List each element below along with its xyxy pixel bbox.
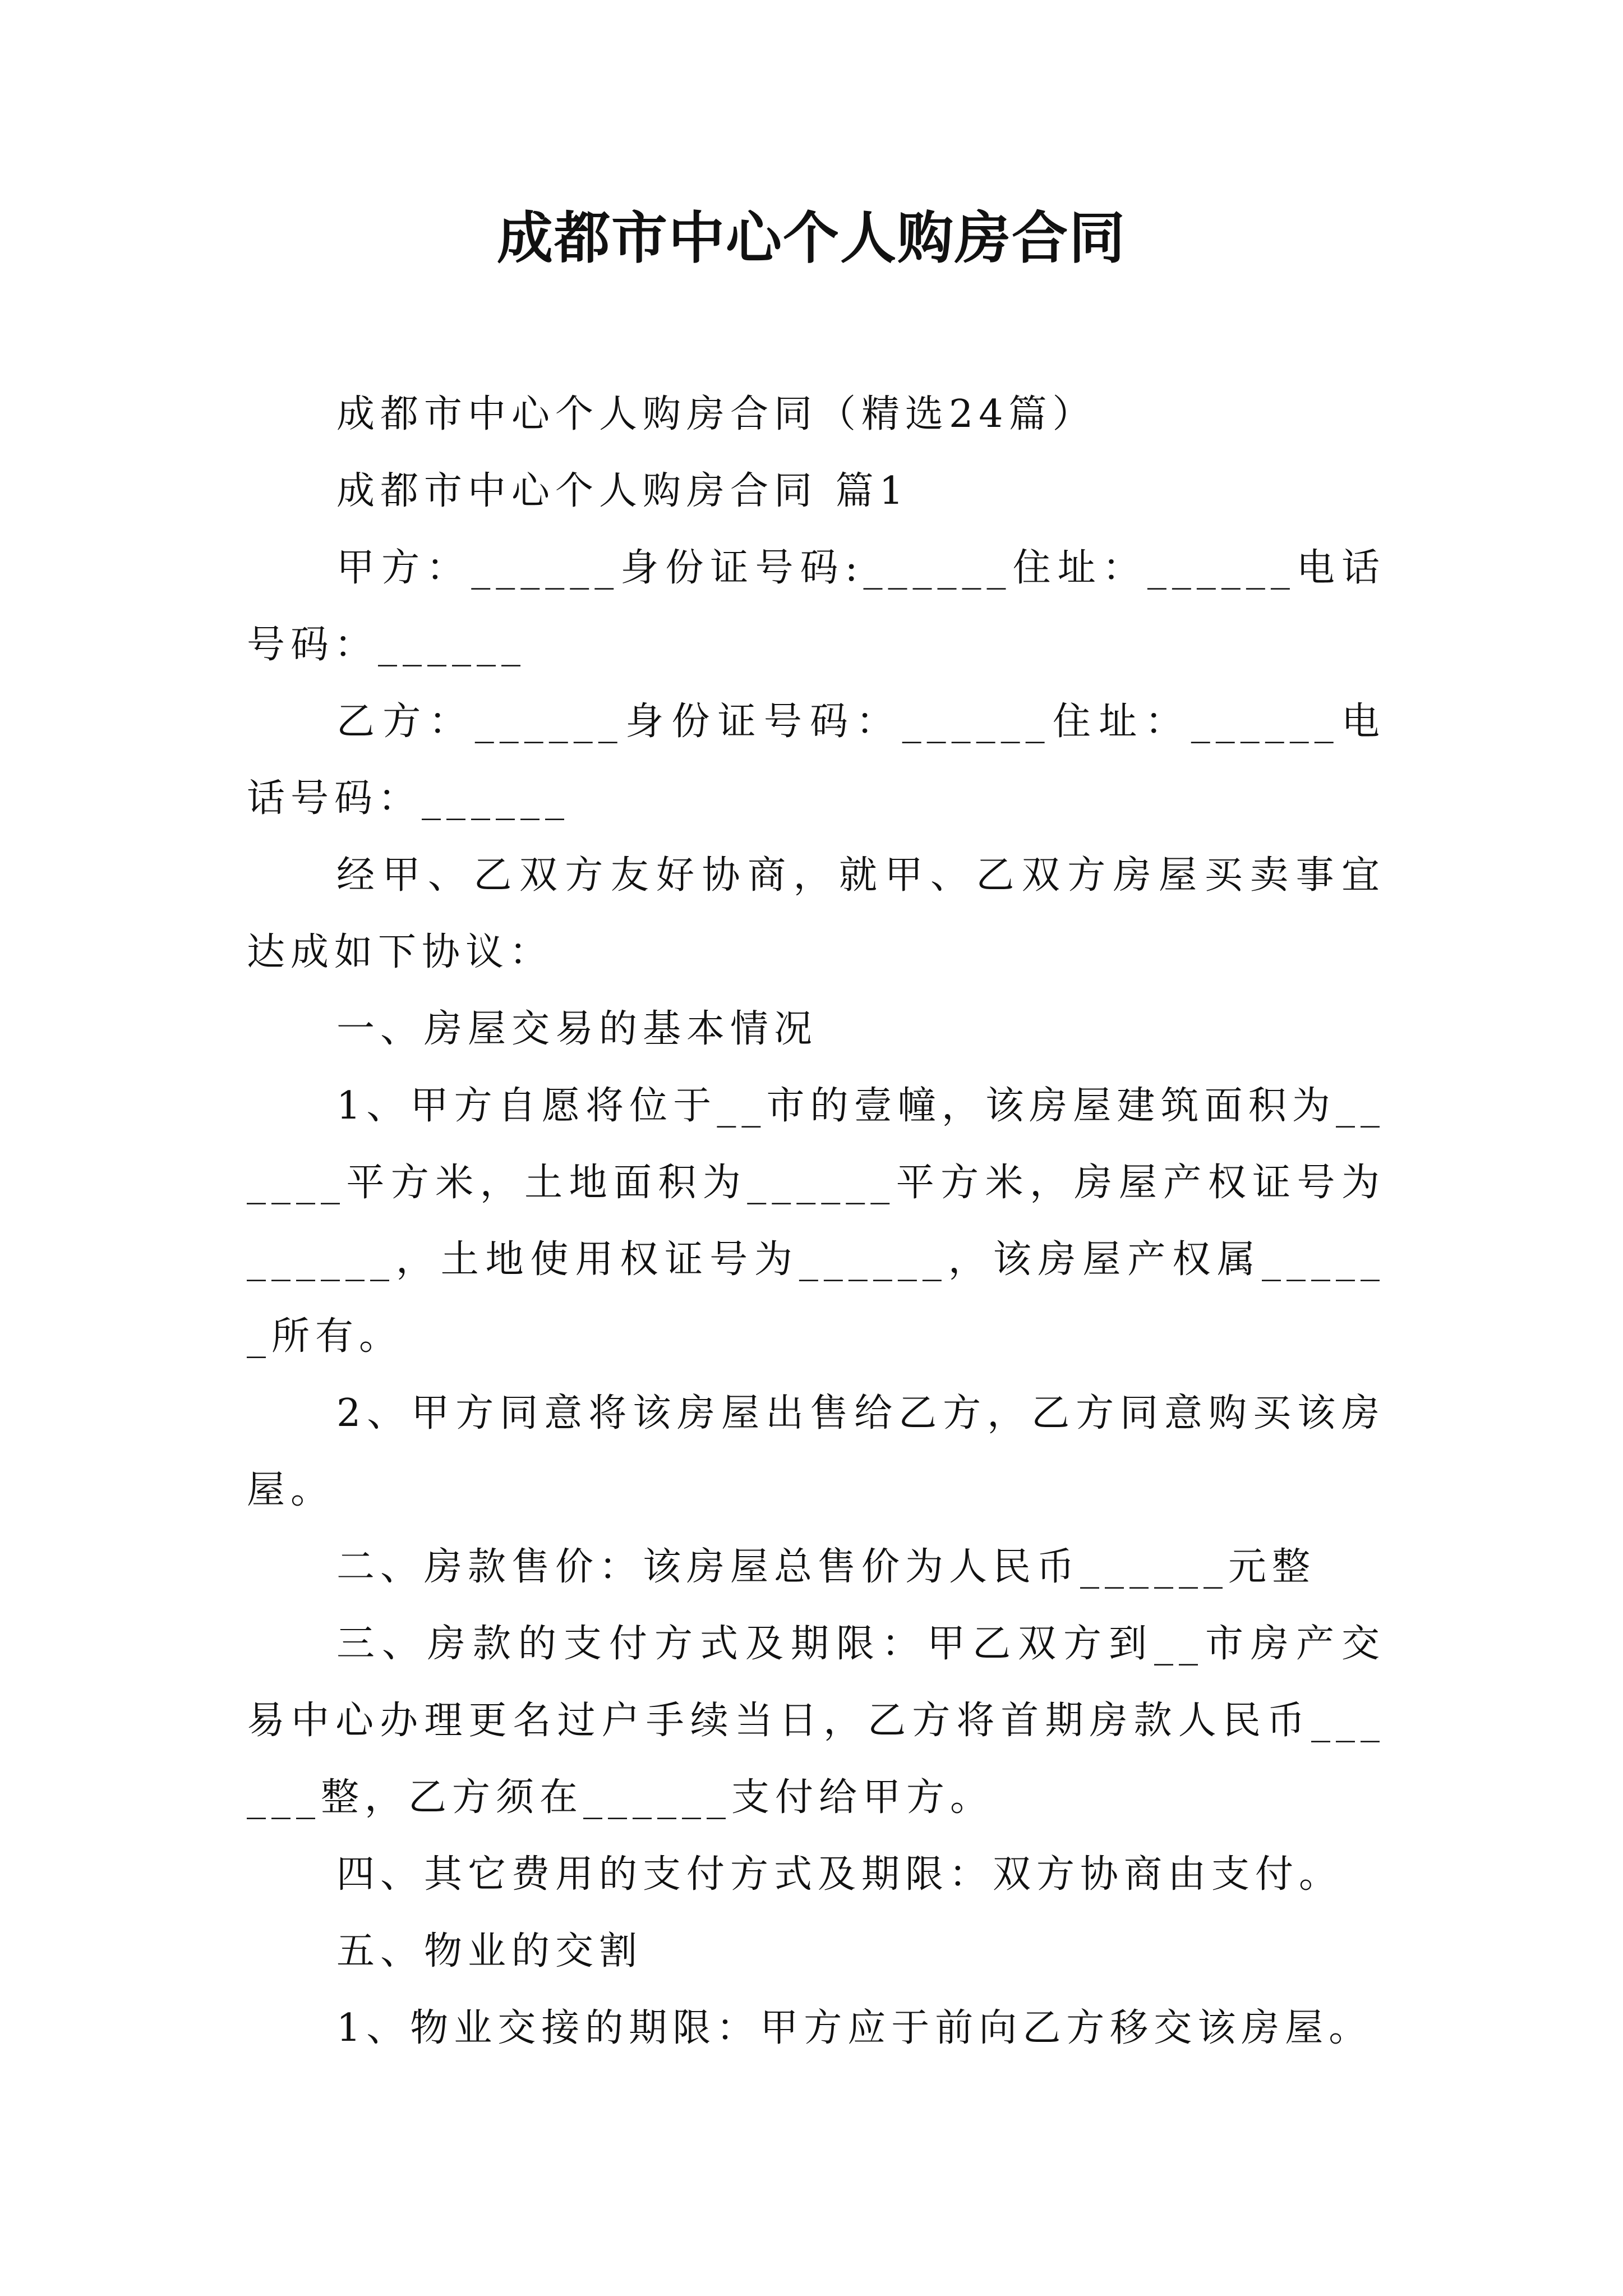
preamble-paragraph: 经甲、乙双方友好协商，就甲、乙双方房屋买卖事宜达成如下协议： (247, 853, 1385, 974)
clause-heading-1: 一、房屋交易的基本情况 (336, 1007, 818, 1051)
clause-3-paragraph: 三、房款的支付方式及期限：甲乙双方到__市房产交易中心办理更名过户手续当日，乙方将首期房款人民币______整，乙方须在______支付给甲方。 (247, 1622, 1385, 1820)
clause-4-paragraph: 四、其它费用的支付方式及期限：双方协商由支付。 (336, 1852, 1343, 1897)
document-body (247, 376, 1385, 2067)
party-b-paragraph: 乙方：______身份证号码：______住址：______电话号码：______ (247, 700, 1385, 821)
party-a-paragraph: 甲方：______身份证号码:______住址：______电话号码：______ (247, 546, 1385, 667)
document-title: 成都市中心个人购房合同 (497, 205, 1126, 271)
clause-5-1-paragraph: 1、物业交接的期限：甲方应于前向乙方移交该房屋。 (336, 2006, 1373, 2050)
clause-1-1-paragraph: 1、甲方自愿将位于__市的壹幢，该房屋建筑面积为______平方米，土地面积为______平方米，房屋产权证号为______，土地使用权证号为______，该房屋产权属______所有。 (247, 1084, 1385, 1359)
clause-heading-5: 五、物业的交割 (336, 1929, 643, 1973)
subtitle-paragraph: 成都市中心个人购房合同（精选24篇） (336, 392, 1096, 436)
section-heading: 成都市中心个人购房合同 篇1 (336, 469, 909, 513)
clause-2-paragraph: 二、房款售价：该房屋总售价为人民币______元整 (336, 1545, 1316, 1589)
clause-1-2-paragraph: 2、甲方同意将该房屋出售给乙方，乙方同意购买该房屋。 (247, 1391, 1385, 1512)
